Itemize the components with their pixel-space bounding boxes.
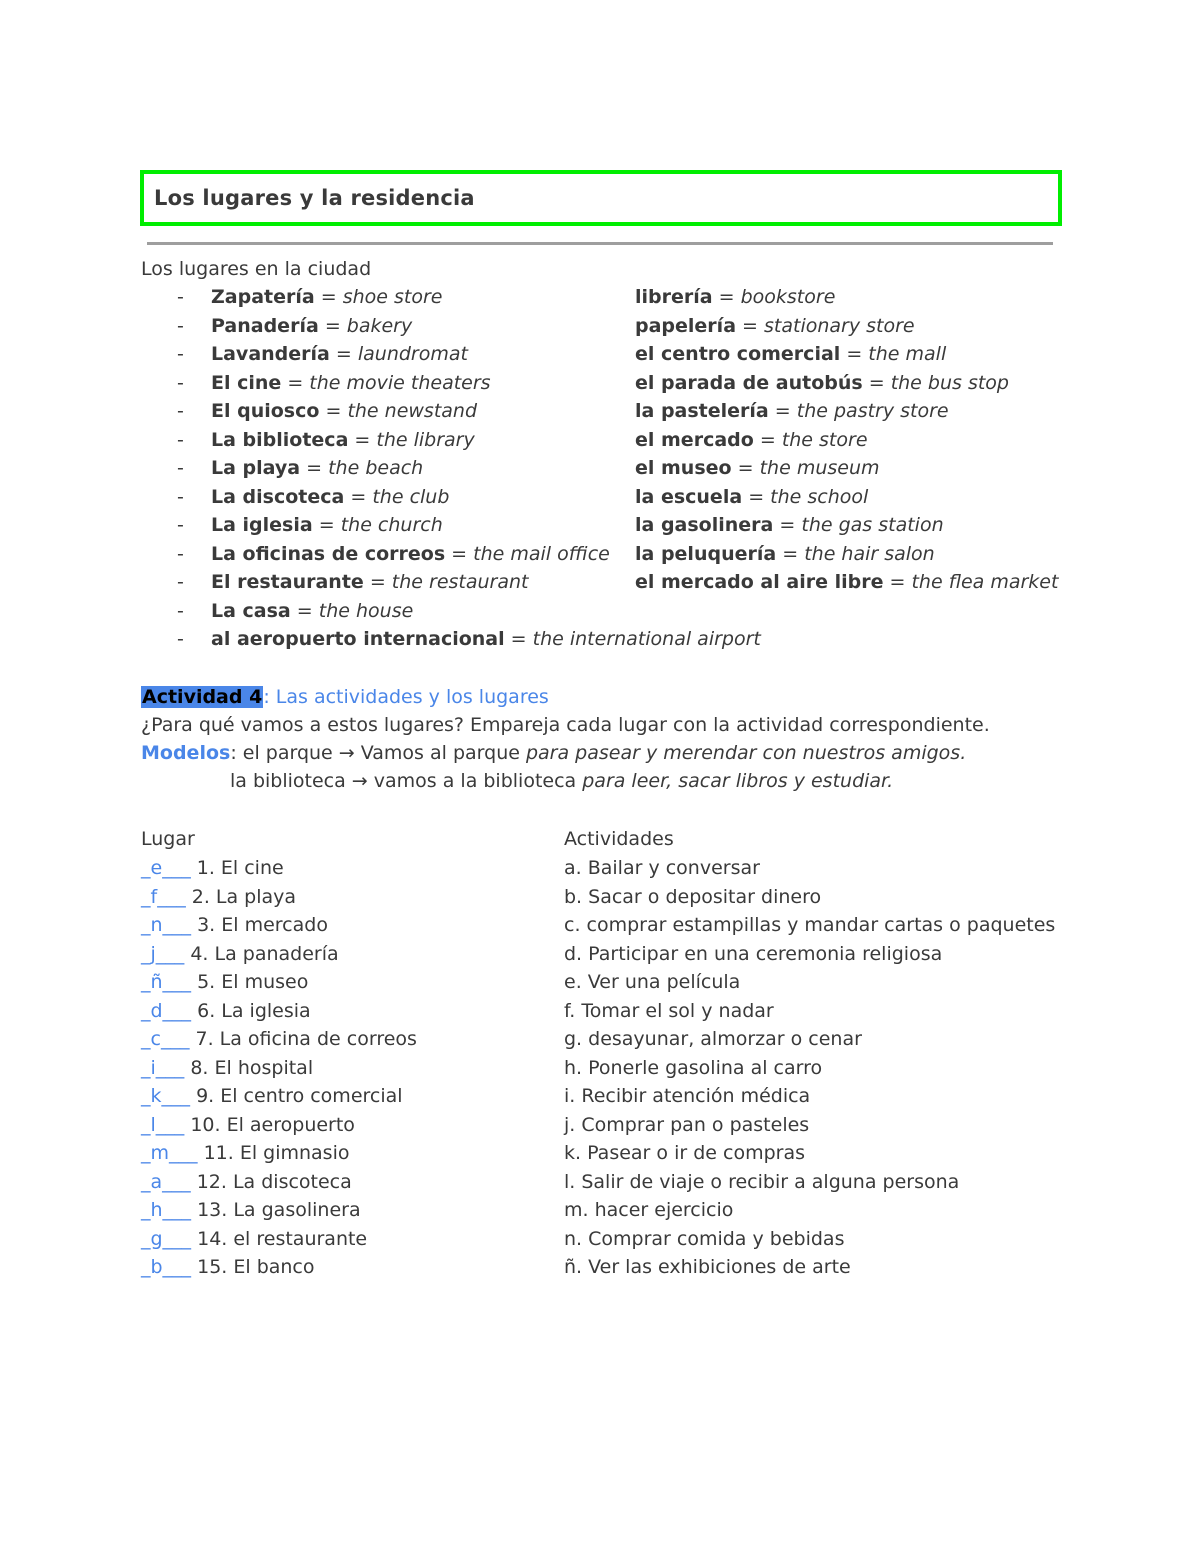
lugar-text: 12. La discoteca bbox=[196, 1170, 352, 1193]
activity-colon: : bbox=[263, 686, 270, 708]
place-english: stationary store bbox=[764, 314, 915, 337]
lugar-item bbox=[141, 1255, 315, 1279]
place-item bbox=[211, 428, 475, 452]
lugar-text: 9. El centro comercial bbox=[196, 1085, 403, 1107]
equals-sign: = bbox=[712, 286, 741, 308]
equals-sign: = bbox=[753, 428, 782, 451]
lugar-item bbox=[141, 1113, 355, 1137]
answer-blank: _i___ bbox=[141, 1056, 185, 1079]
place-spanish: La discoteca bbox=[211, 485, 345, 508]
models-label: Modelos bbox=[141, 742, 231, 764]
actividad-item: g. desayunar, almorzar o cenar bbox=[564, 1028, 862, 1050]
lugar-item bbox=[141, 1141, 349, 1165]
lugar-text: 13. La gasolinera bbox=[197, 1199, 361, 1221]
list-bullet-dash: - bbox=[177, 371, 184, 394]
equals-sign: = bbox=[300, 457, 329, 479]
equals-sign: = bbox=[773, 514, 802, 536]
lugar-text: 1. El cine bbox=[196, 857, 284, 879]
activity-header bbox=[141, 685, 549, 709]
place-english: the flea market bbox=[911, 571, 1059, 593]
model1-plain: : el parque → Vamos al parque bbox=[230, 742, 526, 764]
place-english: the international airport bbox=[532, 628, 761, 650]
place-spanish: el centro comercial bbox=[635, 343, 841, 365]
place-english: the gas station bbox=[801, 514, 944, 536]
lugar-item bbox=[141, 1084, 403, 1108]
place-item bbox=[635, 513, 944, 537]
equals-sign: = bbox=[290, 599, 319, 622]
place-spanish: la peluquería bbox=[635, 542, 777, 565]
answer-blank: _n___ bbox=[141, 914, 192, 936]
list-bullet-dash: - bbox=[177, 599, 184, 622]
place-item bbox=[635, 371, 1009, 395]
lugar-item bbox=[141, 1198, 361, 1222]
equals-sign: = bbox=[862, 371, 891, 394]
lugar-text: 6. La iglesia bbox=[197, 999, 311, 1022]
place-spanish: El cine bbox=[211, 371, 282, 394]
lugar-item bbox=[141, 1056, 313, 1080]
lugar-text: 8. El hospital bbox=[190, 1056, 314, 1079]
equals-sign: = bbox=[314, 286, 343, 308]
place-spanish: La casa bbox=[211, 599, 291, 622]
list-bullet-dash: - bbox=[177, 542, 184, 565]
equals-sign: = bbox=[363, 571, 392, 593]
lugar-text: 5. El museo bbox=[197, 971, 309, 993]
place-item bbox=[211, 399, 477, 423]
equals-sign: = bbox=[318, 314, 347, 337]
actividad-item: a. Bailar y conversar bbox=[564, 857, 760, 879]
answer-blank: _b___ bbox=[141, 1256, 192, 1278]
place-item bbox=[211, 371, 491, 395]
place-spanish: papelería bbox=[635, 314, 737, 337]
place-item bbox=[211, 570, 529, 594]
lugar-text: 4. La panadería bbox=[190, 942, 339, 965]
actividad-item: l. Salir de viaje o recibir a alguna persona bbox=[564, 1170, 960, 1193]
place-item bbox=[635, 456, 880, 480]
place-item bbox=[635, 342, 946, 366]
lugar-item bbox=[141, 1170, 352, 1194]
activity-title: Las actividades y los lugares bbox=[269, 686, 549, 708]
horizontal-rule bbox=[147, 242, 1053, 245]
answer-blank: _c___ bbox=[141, 1028, 190, 1050]
place-spanish: La playa bbox=[211, 457, 301, 479]
place-item bbox=[211, 456, 423, 480]
lugar-heading: Lugar bbox=[141, 828, 195, 850]
equals-sign: = bbox=[319, 400, 348, 422]
actividad-item: n. Comprar comida y bebidas bbox=[564, 1227, 845, 1250]
lugar-item bbox=[141, 856, 284, 880]
answer-blank: _d___ bbox=[141, 999, 192, 1022]
list-bullet-dash: - bbox=[177, 314, 184, 337]
actividad-item: c. comprar estampillas y mandar cartas o paquetes bbox=[564, 914, 1056, 936]
lugar-text: 2. La playa bbox=[191, 885, 297, 908]
equals-sign: = bbox=[776, 542, 805, 565]
lugar-item bbox=[141, 970, 308, 994]
equals-sign: = bbox=[445, 542, 474, 565]
lugar-text: 14. el restaurante bbox=[197, 1227, 368, 1250]
places-heading: Los lugares en la ciudad bbox=[141, 258, 372, 280]
actividades-heading: Actividades bbox=[564, 828, 674, 850]
place-english: the mail office bbox=[473, 542, 610, 565]
equals-sign: = bbox=[281, 371, 310, 394]
place-english: the pastry store bbox=[796, 400, 949, 422]
list-bullet-dash: - bbox=[177, 343, 184, 365]
answer-blank: _g___ bbox=[141, 1227, 192, 1250]
answer-blank: _l___ bbox=[141, 1113, 185, 1136]
place-english: the church bbox=[340, 514, 443, 536]
equals-sign: = bbox=[731, 457, 760, 479]
list-bullet-dash: - bbox=[177, 428, 184, 451]
place-spanish: Panadería bbox=[211, 314, 319, 337]
answer-blank: _e___ bbox=[141, 857, 191, 879]
place-english: the bus stop bbox=[890, 371, 1009, 394]
place-english: bakery bbox=[346, 314, 413, 337]
list-bullet-dash: - bbox=[177, 485, 184, 508]
place-english: the restaurant bbox=[391, 571, 529, 593]
place-item bbox=[211, 599, 413, 623]
lugar-text: 3. El mercado bbox=[197, 914, 328, 936]
equals-sign: = bbox=[344, 485, 373, 508]
lugar-item bbox=[141, 885, 296, 909]
place-spanish: La iglesia bbox=[211, 514, 313, 536]
place-item bbox=[211, 342, 468, 366]
answer-blank: _ñ___ bbox=[141, 971, 192, 993]
answer-blank: _k___ bbox=[141, 1085, 191, 1107]
lugar-text: 10. El aeropuerto bbox=[190, 1113, 355, 1136]
answer-blank: _a___ bbox=[141, 1170, 191, 1193]
activity-instruction: ¿Para qué vamos a estos lugares? Empareja cada lugar con la actividad correspondiente. bbox=[141, 714, 990, 736]
place-item bbox=[211, 542, 610, 566]
equals-sign: = bbox=[736, 314, 765, 337]
title-box bbox=[140, 170, 1062, 226]
place-item bbox=[211, 485, 449, 509]
list-bullet-dash: - bbox=[177, 628, 184, 650]
lugar-item bbox=[141, 1227, 367, 1251]
equals-sign: = bbox=[504, 628, 533, 650]
place-spanish: El restaurante bbox=[211, 571, 364, 593]
equals-sign: = bbox=[840, 343, 869, 365]
place-english: bookstore bbox=[740, 286, 836, 308]
model2-italic: para leer, sacar libros y estudiar. bbox=[582, 770, 894, 792]
equals-sign: = bbox=[742, 485, 771, 508]
lugar-text: 11. El gimnasio bbox=[203, 1142, 350, 1164]
place-item bbox=[211, 314, 412, 338]
place-english: the mall bbox=[868, 343, 947, 365]
actividad-item: k. Pasear o ir de compras bbox=[564, 1142, 805, 1164]
place-english: the house bbox=[318, 599, 414, 622]
place-spanish: el parada de autobús bbox=[635, 371, 863, 394]
place-spanish: librería bbox=[635, 286, 713, 308]
list-bullet-dash: - bbox=[177, 286, 184, 308]
list-bullet-dash: - bbox=[177, 400, 184, 422]
place-english: the beach bbox=[328, 457, 424, 479]
place-item bbox=[635, 285, 835, 309]
actividad-item: e. Ver una película bbox=[564, 971, 741, 993]
model2-plain: la biblioteca → vamos a la biblioteca bbox=[230, 770, 583, 792]
model-line-1 bbox=[141, 741, 966, 765]
place-spanish: El quiosco bbox=[211, 400, 320, 422]
place-english: the library bbox=[376, 428, 475, 451]
lugar-text: 7. La oficina de correos bbox=[195, 1028, 417, 1050]
answer-blank: _m___ bbox=[141, 1142, 198, 1164]
place-spanish: La biblioteca bbox=[211, 428, 349, 451]
activity-label: Actividad 4 bbox=[142, 686, 263, 708]
place-item bbox=[211, 627, 761, 651]
model1-italic: para pasear y merendar con nuestros amigos. bbox=[525, 742, 967, 764]
place-spanish: el mercado bbox=[635, 428, 754, 451]
equals-sign: = bbox=[329, 343, 358, 365]
answer-blank: _h___ bbox=[141, 1199, 192, 1221]
lugar-item bbox=[141, 1027, 417, 1051]
lugar-item bbox=[141, 913, 328, 937]
place-item bbox=[635, 314, 915, 338]
model-line-2 bbox=[230, 769, 893, 793]
place-item bbox=[635, 428, 868, 452]
answer-blank: _j___ bbox=[141, 942, 185, 965]
place-item bbox=[211, 285, 442, 309]
lugar-item bbox=[141, 942, 339, 966]
list-bullet-dash: - bbox=[177, 571, 184, 593]
place-english: the school bbox=[770, 485, 869, 508]
place-item bbox=[635, 485, 868, 509]
place-english: the store bbox=[781, 428, 868, 451]
place-item bbox=[635, 399, 949, 423]
actividad-item: h. Ponerle gasolina al carro bbox=[564, 1056, 823, 1079]
place-spanish: el museo bbox=[635, 457, 732, 479]
actividad-item: b. Sacar o depositar dinero bbox=[564, 885, 822, 908]
place-item bbox=[635, 570, 1058, 594]
place-spanish: Zapatería bbox=[211, 286, 315, 308]
actividad-item: j. Comprar pan o pasteles bbox=[564, 1113, 810, 1136]
place-english: the hair salon bbox=[804, 542, 935, 565]
actividad-item: m. hacer ejercicio bbox=[564, 1199, 734, 1221]
list-bullet-dash: - bbox=[177, 514, 184, 536]
actividad-item: i. Recibir atención médica bbox=[564, 1085, 811, 1107]
actividad-item: ñ. Ver las exhibiciones de arte bbox=[564, 1256, 851, 1278]
place-spanish: al aeropuerto internacional bbox=[211, 628, 505, 650]
place-spanish: la escuela bbox=[635, 485, 743, 508]
place-english: shoe store bbox=[342, 286, 443, 308]
actividad-item: f. Tomar el sol y nadar bbox=[564, 999, 774, 1022]
place-english: the newstand bbox=[347, 400, 478, 422]
equals-sign: = bbox=[883, 571, 912, 593]
place-item bbox=[635, 542, 935, 566]
place-spanish: la pastelería bbox=[635, 400, 769, 422]
place-spanish: Lavandería bbox=[211, 343, 330, 365]
place-spanish: el mercado al aire libre bbox=[635, 571, 884, 593]
equals-sign: = bbox=[348, 428, 377, 451]
actividad-item: d. Participar en una ceremonia religiosa bbox=[564, 942, 943, 965]
place-english: the club bbox=[372, 485, 450, 508]
lugar-text: 15. El banco bbox=[197, 1256, 315, 1278]
equals-sign: = bbox=[768, 400, 797, 422]
place-english: the movie theaters bbox=[309, 371, 491, 394]
lugar-item bbox=[141, 999, 311, 1023]
page-title: Los lugares y la residencia bbox=[154, 186, 475, 210]
place-item bbox=[211, 513, 443, 537]
answer-blank: _f___ bbox=[141, 885, 186, 908]
list-bullet-dash: - bbox=[177, 457, 184, 479]
place-spanish: la gasolinera bbox=[635, 514, 774, 536]
place-spanish: La oficinas de correos bbox=[211, 542, 446, 565]
place-english: laundromat bbox=[357, 343, 468, 365]
place-english: the museum bbox=[759, 457, 880, 479]
equals-sign: = bbox=[312, 514, 341, 536]
